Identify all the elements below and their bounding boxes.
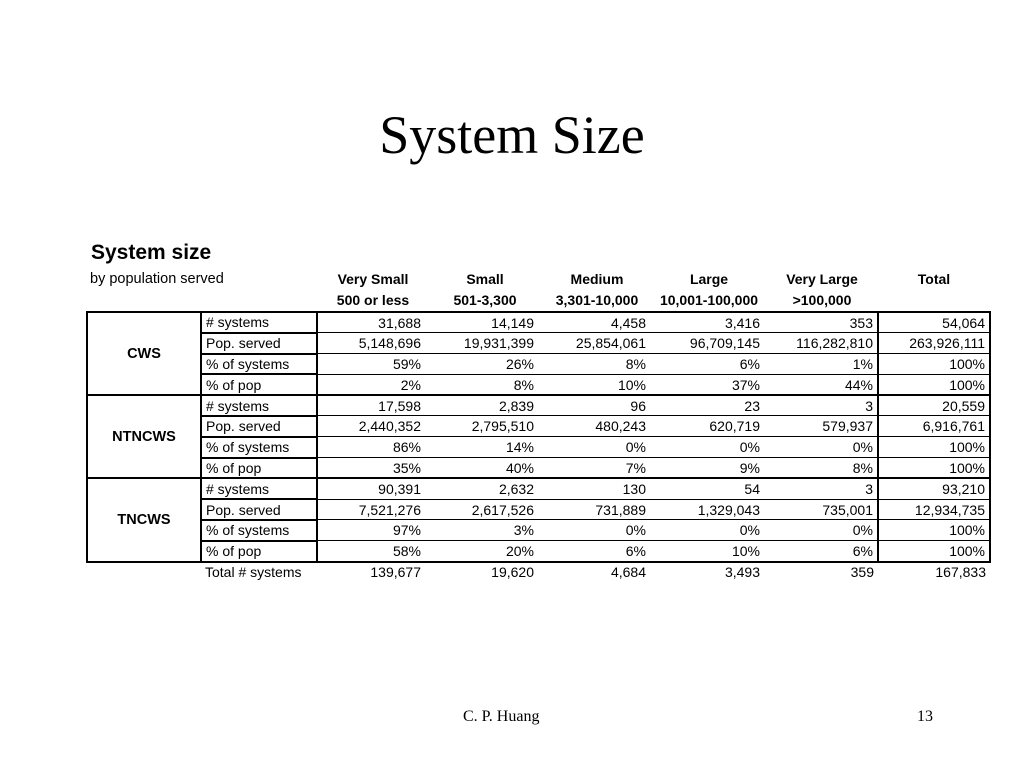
table-row bbox=[87, 478, 990, 499]
table-cell: 97% bbox=[317, 520, 425, 541]
table-row bbox=[87, 395, 990, 416]
row-label: # systems bbox=[201, 395, 317, 416]
group-label-tncws: TNCWS bbox=[87, 478, 201, 561]
table-cell: 2,795,510 bbox=[425, 416, 538, 437]
table-cell: 620,719 bbox=[650, 416, 764, 437]
table-cell: 40% bbox=[425, 458, 538, 479]
table-cell: 37% bbox=[650, 374, 764, 395]
table-cell: 7% bbox=[538, 458, 650, 479]
table-cell: 3 bbox=[764, 395, 878, 416]
table-cell: 0% bbox=[538, 437, 650, 458]
table-cell: 44% bbox=[764, 374, 878, 395]
table-cell: 3% bbox=[425, 520, 538, 541]
table-cell: 26% bbox=[425, 354, 538, 375]
row-label: Pop. served bbox=[201, 499, 317, 520]
table-row bbox=[87, 520, 990, 541]
table-cell: 23 bbox=[650, 395, 764, 416]
table-cell: 5,148,696 bbox=[317, 333, 425, 354]
table-cell: 1% bbox=[764, 354, 878, 375]
table-cell: 2,839 bbox=[425, 395, 538, 416]
table-cell: 263,926,111 bbox=[878, 333, 990, 354]
table-cell: 1,329,043 bbox=[650, 499, 764, 520]
table-cell: 3 bbox=[764, 478, 878, 499]
table-cell: 20,559 bbox=[878, 395, 990, 416]
table-cell: 31,688 bbox=[317, 312, 425, 333]
table-cell: 100% bbox=[878, 458, 990, 479]
row-label: % of systems bbox=[201, 437, 317, 458]
table-row bbox=[87, 416, 990, 437]
slide-title: System Size bbox=[379, 105, 645, 165]
total-row bbox=[87, 562, 990, 583]
row-label: % of systems bbox=[201, 354, 317, 375]
table-row bbox=[87, 354, 990, 375]
table-cell: 6% bbox=[764, 541, 878, 562]
table-cell: 0% bbox=[650, 520, 764, 541]
table-cell: 12,934,735 bbox=[878, 499, 990, 520]
row-label: % of pop bbox=[201, 458, 317, 479]
table-cell: 2,617,526 bbox=[425, 499, 538, 520]
table-cell: 54,064 bbox=[878, 312, 990, 333]
total-spacer bbox=[87, 562, 201, 583]
page-number: 13 bbox=[917, 708, 933, 725]
column-header-very-small: Very Small bbox=[337, 271, 409, 287]
table-cell: 4,458 bbox=[538, 312, 650, 333]
footer-author: C. P. Huang bbox=[463, 708, 540, 725]
total-cell: 359 bbox=[850, 564, 874, 581]
table-row bbox=[87, 333, 990, 354]
table-cell: 100% bbox=[878, 374, 990, 395]
table-cell: 9% bbox=[650, 458, 764, 479]
table-cell: 90,391 bbox=[317, 478, 425, 499]
total-cell: 139,677 bbox=[370, 564, 421, 581]
table-cell: 96,709,145 bbox=[650, 333, 764, 354]
table-cell: 19,931,399 bbox=[425, 333, 538, 354]
table-cell: 130 bbox=[538, 478, 650, 499]
table-cell: 59% bbox=[317, 354, 425, 375]
group-label-ntncws: NTNCWS bbox=[87, 395, 201, 478]
column-range-large: 10,001-100,000 bbox=[659, 292, 759, 308]
system-size-table bbox=[86, 311, 991, 582]
table-cell: 35% bbox=[317, 458, 425, 479]
table-cell: 58% bbox=[317, 541, 425, 562]
column-header-total: Total bbox=[917, 271, 951, 287]
total-label: Total # systems bbox=[205, 564, 302, 581]
table-cell: 7,521,276 bbox=[317, 499, 425, 520]
table-cell: 100% bbox=[878, 541, 990, 562]
table-cell: 6% bbox=[538, 541, 650, 562]
table-row bbox=[87, 374, 990, 395]
total-cell: 4,684 bbox=[610, 564, 646, 581]
table-cell: 6% bbox=[650, 354, 764, 375]
table-cell: 100% bbox=[878, 520, 990, 541]
table-cell: 731,889 bbox=[538, 499, 650, 520]
column-header-large: Large bbox=[689, 271, 729, 287]
row-label: % of pop bbox=[201, 541, 317, 562]
table-cell: 8% bbox=[764, 458, 878, 479]
table-cell: 353 bbox=[764, 312, 878, 333]
table-cell: 2,440,352 bbox=[317, 416, 425, 437]
column-range-very-small: 500 or less bbox=[336, 292, 410, 308]
row-label: Pop. served bbox=[201, 416, 317, 437]
table-cell: 0% bbox=[764, 437, 878, 458]
table-cell: 735,001 bbox=[764, 499, 878, 520]
row-label: % of pop bbox=[201, 374, 317, 395]
table-cell: 8% bbox=[425, 374, 538, 395]
table-cell: 100% bbox=[878, 354, 990, 375]
table-cell: 2,632 bbox=[425, 478, 538, 499]
table-cell: 14% bbox=[425, 437, 538, 458]
table-row bbox=[87, 312, 990, 333]
table-title: System size bbox=[91, 241, 212, 264]
table-cell: 20% bbox=[425, 541, 538, 562]
total-cell: 19,620 bbox=[491, 564, 534, 581]
column-header-small: Small bbox=[466, 271, 504, 287]
table-cell: 54 bbox=[650, 478, 764, 499]
table-cell: 0% bbox=[650, 437, 764, 458]
row-label: Pop. served bbox=[201, 333, 317, 354]
table-cell: 14,149 bbox=[425, 312, 538, 333]
table-row bbox=[87, 499, 990, 520]
column-range-very-large: >100,000 bbox=[792, 292, 852, 308]
table-cell: 96 bbox=[538, 395, 650, 416]
table-cell: 8% bbox=[538, 354, 650, 375]
total-cell: 3,493 bbox=[724, 564, 760, 581]
table-row bbox=[87, 458, 990, 479]
column-header-very-large: Very Large bbox=[786, 271, 858, 287]
table-cell: 3,416 bbox=[650, 312, 764, 333]
table-row bbox=[87, 437, 990, 458]
table-cell: 25,854,061 bbox=[538, 333, 650, 354]
table-cell: 17,598 bbox=[317, 395, 425, 416]
column-header-medium: Medium bbox=[570, 271, 624, 287]
column-range-medium: 3,301-10,000 bbox=[555, 292, 639, 308]
table-cell: 579,937 bbox=[764, 416, 878, 437]
row-label: # systems bbox=[201, 478, 317, 499]
table-cell: 6,916,761 bbox=[878, 416, 990, 437]
column-range-small: 501-3,300 bbox=[453, 292, 517, 308]
group-label-cws: CWS bbox=[87, 312, 201, 395]
row-label: # systems bbox=[201, 312, 317, 333]
table-cell: 480,243 bbox=[538, 416, 650, 437]
table-cell: 0% bbox=[538, 520, 650, 541]
table-cell: 116,282,810 bbox=[764, 333, 878, 354]
table-cell: 10% bbox=[650, 541, 764, 562]
total-cell: 167,833 bbox=[935, 564, 986, 581]
table-row bbox=[87, 541, 990, 562]
table-cell: 2% bbox=[317, 374, 425, 395]
table-cell: 93,210 bbox=[878, 478, 990, 499]
table-cell: 100% bbox=[878, 437, 990, 458]
table-cell: 10% bbox=[538, 374, 650, 395]
table-cell: 86% bbox=[317, 437, 425, 458]
table-subtitle: by population served bbox=[90, 271, 224, 287]
table-cell: 0% bbox=[764, 520, 878, 541]
row-label: % of systems bbox=[201, 520, 317, 541]
